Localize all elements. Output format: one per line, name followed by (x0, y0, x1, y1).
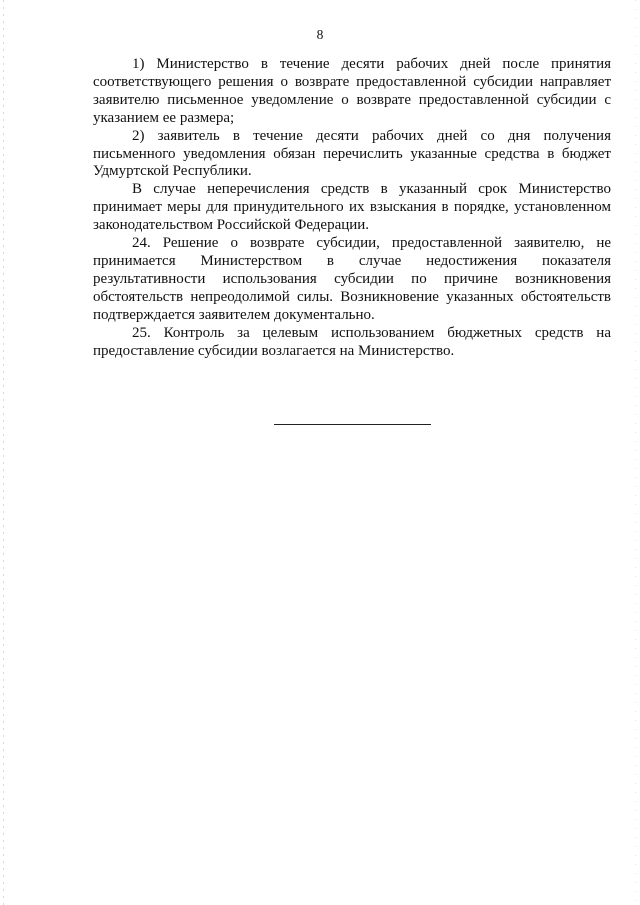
end-of-document-rule (274, 424, 431, 425)
paragraph-clause-24: 24. Решение о возврате субсидии, предоставленной заявителю, не принимается Министерством в случае недостижения показателя результативности использования субсидии по причине возникновения обстоятельств непреодолимой силы. Возникновение указанных обстоятельств подтверждается заявителем документально. (93, 235, 611, 323)
scan-left-edge (3, 0, 4, 905)
paragraph-nontransfer-enforcement: В случае неперечисления средств в указанный срок Министерство принимает меры для принудительного их взыскания в порядке, установленном законодательством Российской Федерации. (93, 181, 611, 234)
paragraph-clause-25: 25. Контроль за целевым использованием бюджетных средств на предоставление субсидии возлагается на Министерство. (93, 324, 611, 359)
paragraph-item-2-transfer: 2) заявитель в течение десяти рабочих дней со дня получения письменного уведомления обязан перечислить указанные средства в бюджет Удмуртской Республики. (93, 127, 611, 180)
paragraph-item-1-notice: 1) Министерство в течение десяти рабочих дней после принятия соответствующего решения о возврате предоставленной субсидии направляет заявителю письменное уведомление о возврате предоставленной субсидии с указанием ее размера; (93, 56, 611, 126)
document-body (93, 56, 611, 360)
scan-right-edge (635, 0, 636, 905)
page-number: 8 (316, 27, 324, 42)
